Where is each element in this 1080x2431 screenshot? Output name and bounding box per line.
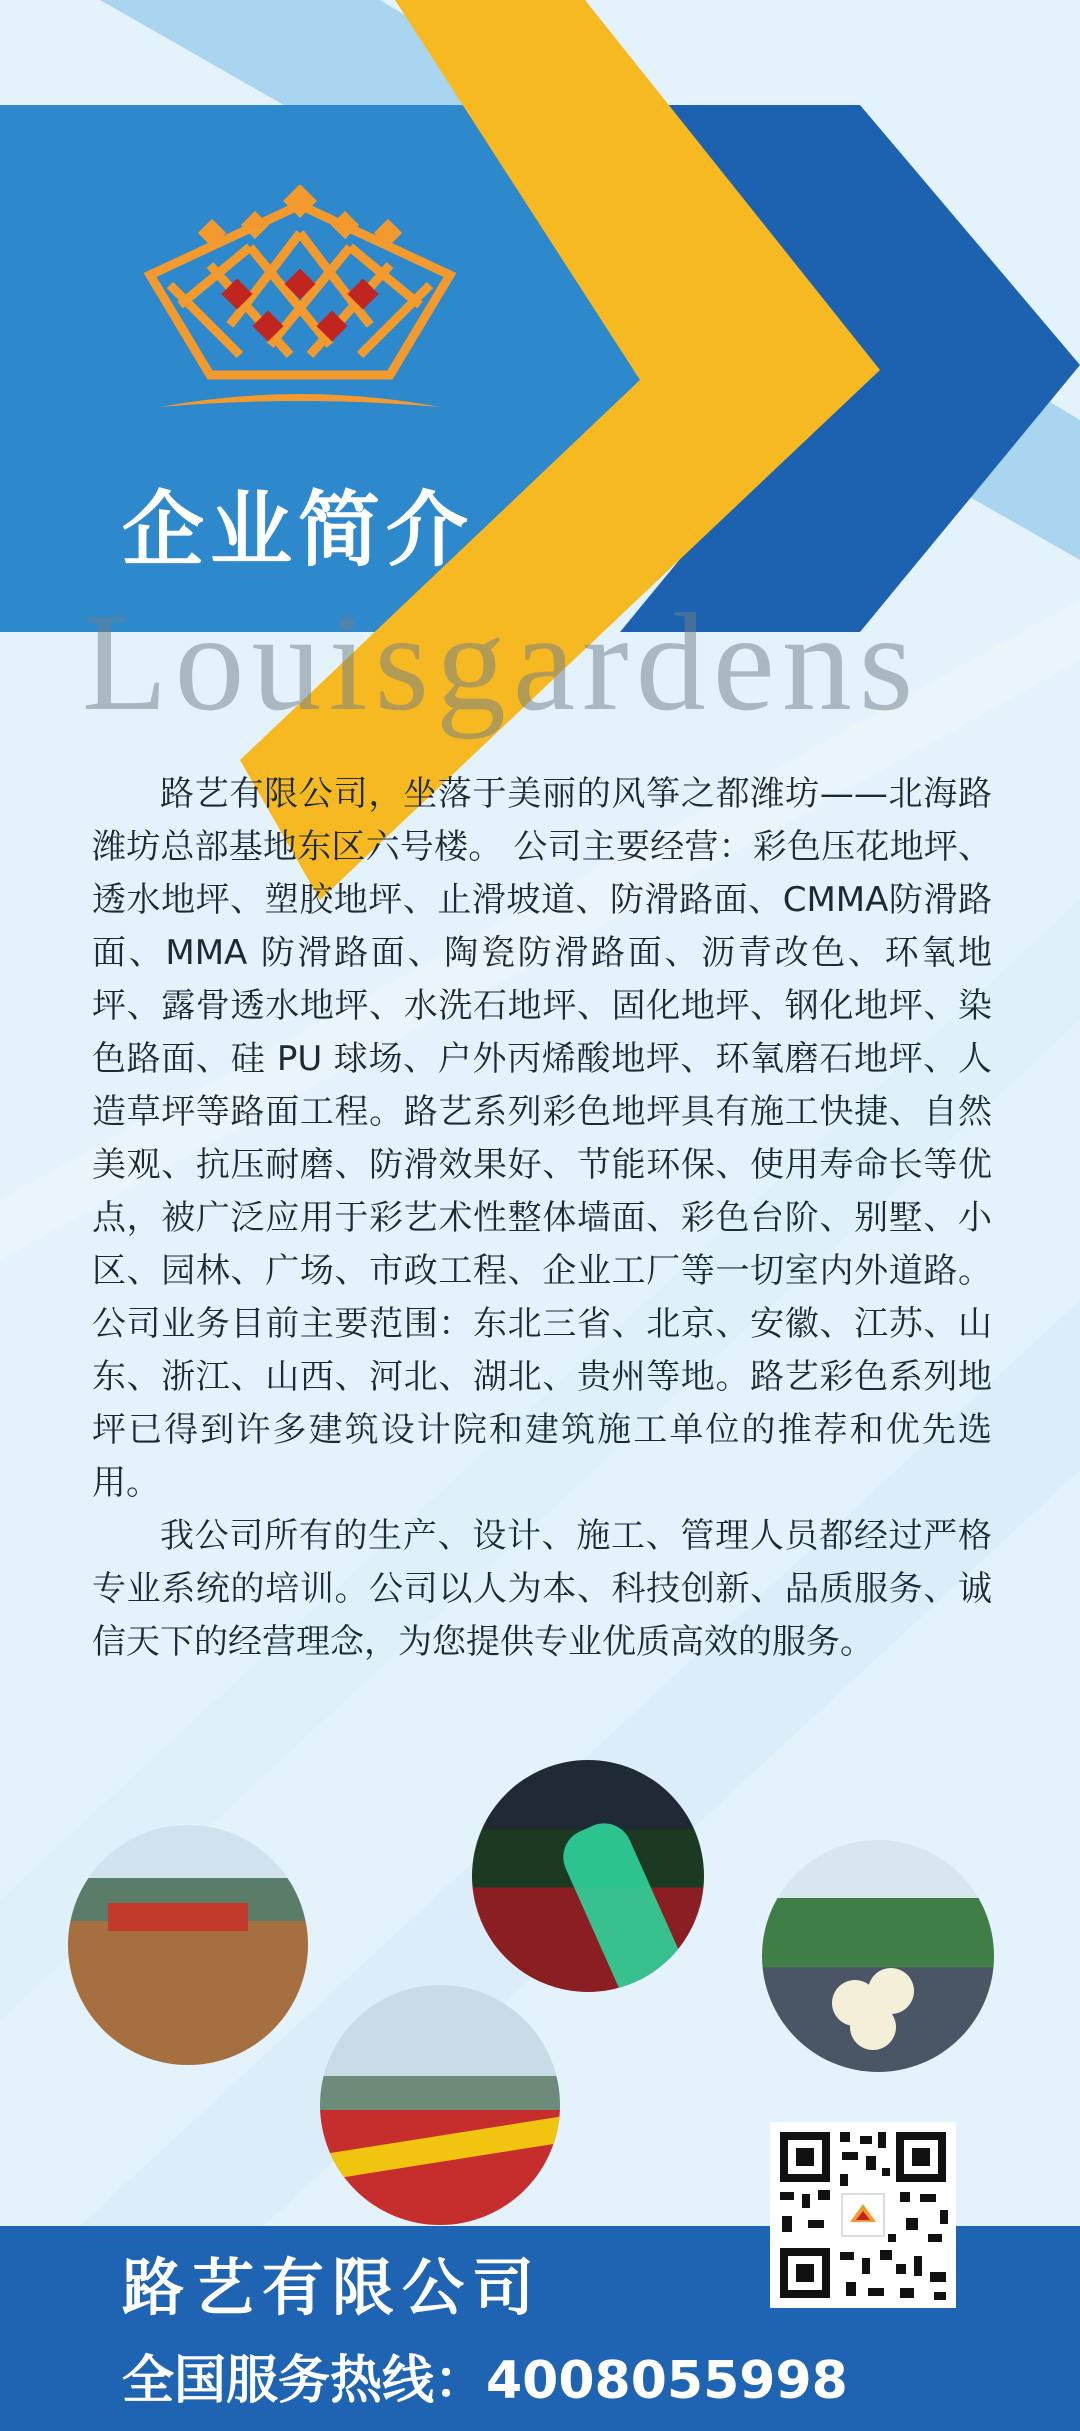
intro-paragraph-2: 我公司所有的生产、设计、施工、管理人员都经过严格专业系统的培训。公司以人为本、科技创新、品质服务、诚信天下的经营理念，为您提供专业优质高效的服务。	[92, 1516, 992, 1662]
page-title: 企业简介	[122, 483, 475, 578]
photo-rubber-track	[320, 1985, 560, 2225]
brand-watermark: Louisgardens	[82, 585, 921, 740]
company-name: 路艺有限公司	[122, 2251, 543, 2324]
crown-logo-icon	[130, 185, 470, 435]
service-hotline: 全国服务热线：4008055998	[122, 2351, 848, 2411]
qr-code-icon	[770, 2122, 956, 2308]
photo-glowing-path	[472, 1760, 704, 1992]
intro-paragraph-1: 路艺有限公司，坐落于美丽的风筝之都潍坊——北海路潍坊总部基地东区六号楼。 公司主要经营：彩色压花地坪、透水地坪、塑胶地坪、止滑坡道、防滑路面、CMMA防滑路面、MMA 防滑路面、陶瓷防滑路面、沥青改色、环氧地坪、露骨透水地坪、水洗石地坪、固化地坪、钢化地坪、染色路面、硅 PU 球场、户外丙烯酸地坪、环氧磨石地坪、人造草坪等路面工程。路艺系列彩色地坪具有施工快捷、自然美观、抗压耐磨、防滑效果好、节能环保、使用寿命长等优点，被广泛应用于彩艺术性整体墙面、彩色台阶、别墅、小区、园林、广场、市政工程、企业工厂等一切室内外道路。公司业务目前主要范围：东北三省、北京、安徽、江苏、山东、浙江、山西、河北、湖北、贵州等地。路艺彩色系列地坪已得到许多建筑设计院和建筑施工单位的推荐和优先选用。	[92, 774, 992, 1503]
company-introduction	[92, 768, 992, 1669]
photo-stamped-plaza	[68, 1825, 308, 2065]
photo-painted-walkway	[762, 1840, 994, 2072]
